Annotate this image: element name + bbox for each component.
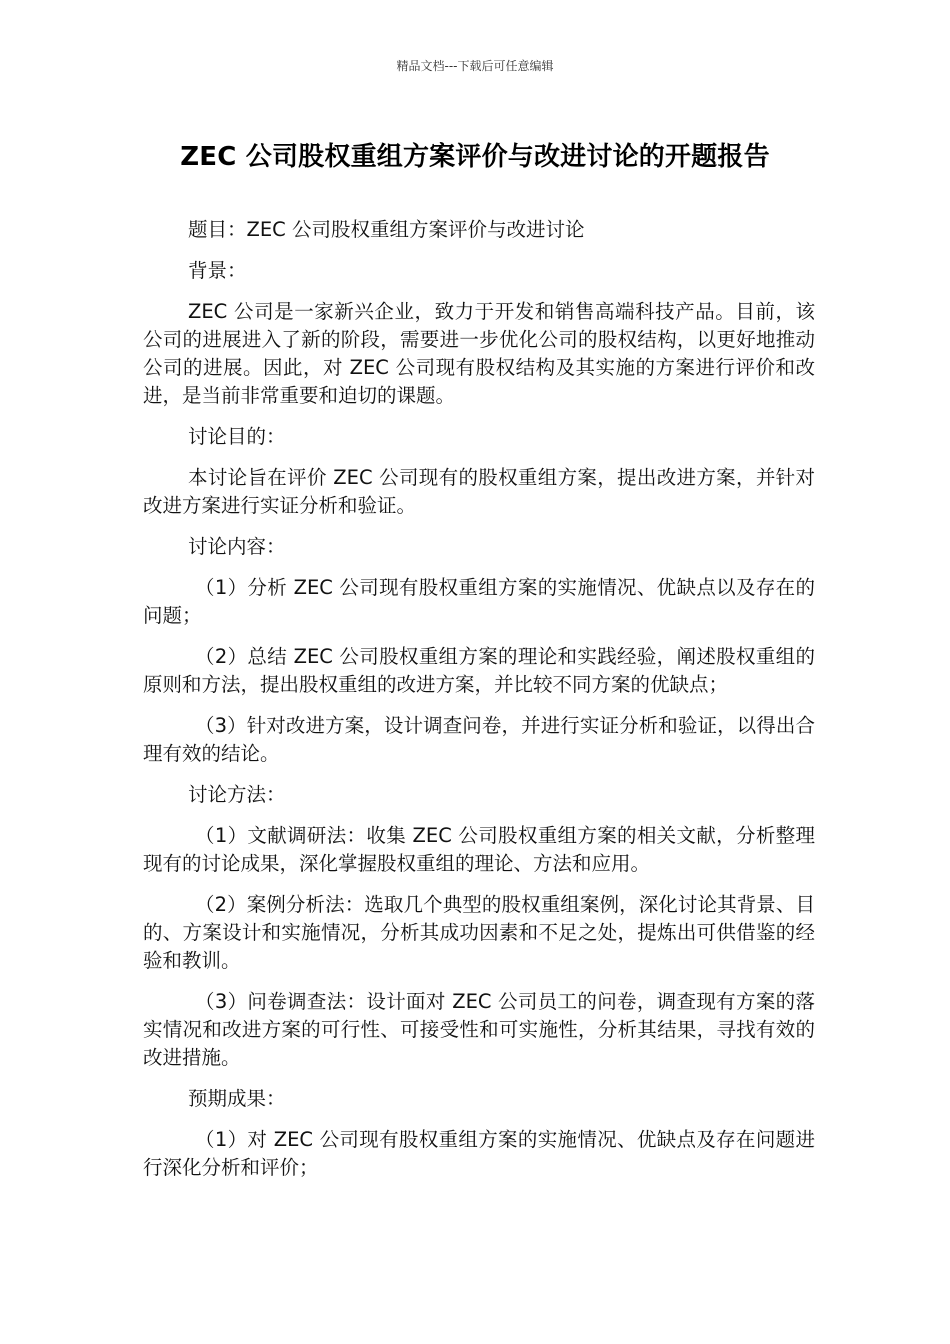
method-item-2: （2）案例分析法：选取几个典型的股权重组案例，深化讨论其背景、目的、方案设计和实施情况，分析其成功因素和不足之处，提炼出可供借鉴的经验和教训。 [143, 893, 815, 972]
document-title: ZEC 公司股权重组方案评价与改进讨论的开题报告 [180, 142, 770, 172]
content-item-3: （3）针对改进方案，设计调查问卷，并进行实证分析和验证，以得出合理有效的结论。 [143, 714, 815, 765]
content-item-2: （2）总结 ZEC 公司股权重组方案的理论和实践经验，阐述股权重组的原则和方法，提出股权重组的改进方案，并比较不同方案的优缺点； [143, 645, 815, 696]
background-paragraph: ZEC 公司是一家新兴企业，致力于开发和销售高端科技产品。目前，该公司的进展进入了新的阶段，需要进一步优化公司的股权结构，以更好地推动公司的进展。因此，对 ZEC 公司现有股权结构及其实施的方案进行评价和改进，是当前非常重要和迫切的课题。 [143, 300, 815, 407]
method-item-3: （3）问卷调查法：设计面对 ZEC 公司员工的问卷，调查现有方案的落实情况和改进方案的可行性、可接受性和可实施性，分析其结果，寻找有效的改进措施。 [143, 990, 815, 1069]
content-heading: 讨论内容： [188, 535, 286, 558]
result-heading: 预期成果： [188, 1087, 286, 1110]
topic-paragraph: 题目：ZEC 公司股权重组方案评价与改进讨论 [188, 218, 585, 241]
purpose-paragraph: 本讨论旨在评价 ZEC 公司现有的股权重组方案，提出改进方案，并针对改进方案进行实证分析和验证。 [143, 466, 815, 517]
background-heading: 背景： [188, 259, 247, 282]
header-note: 精品文档---下载后可任意编辑 [396, 59, 554, 73]
content-item-1: （1）分析 ZEC 公司现有股权重组方案的实施情况、优缺点以及存在的问题； [143, 576, 815, 627]
document-body [143, 216, 815, 1195]
method-item-1: （1）文献调研法：收集 ZEC 公司股权重组方案的相关文献，分析整理现有的讨论成果，深化掌握股权重组的理论、方法和应用。 [143, 824, 815, 875]
result-item-1: （1）对 ZEC 公司现有股权重组方案的实施情况、优缺点及存在问题进行深化分析和评价； [143, 1128, 815, 1179]
purpose-heading: 讨论目的： [188, 425, 286, 448]
method-heading: 讨论方法： [188, 783, 286, 806]
